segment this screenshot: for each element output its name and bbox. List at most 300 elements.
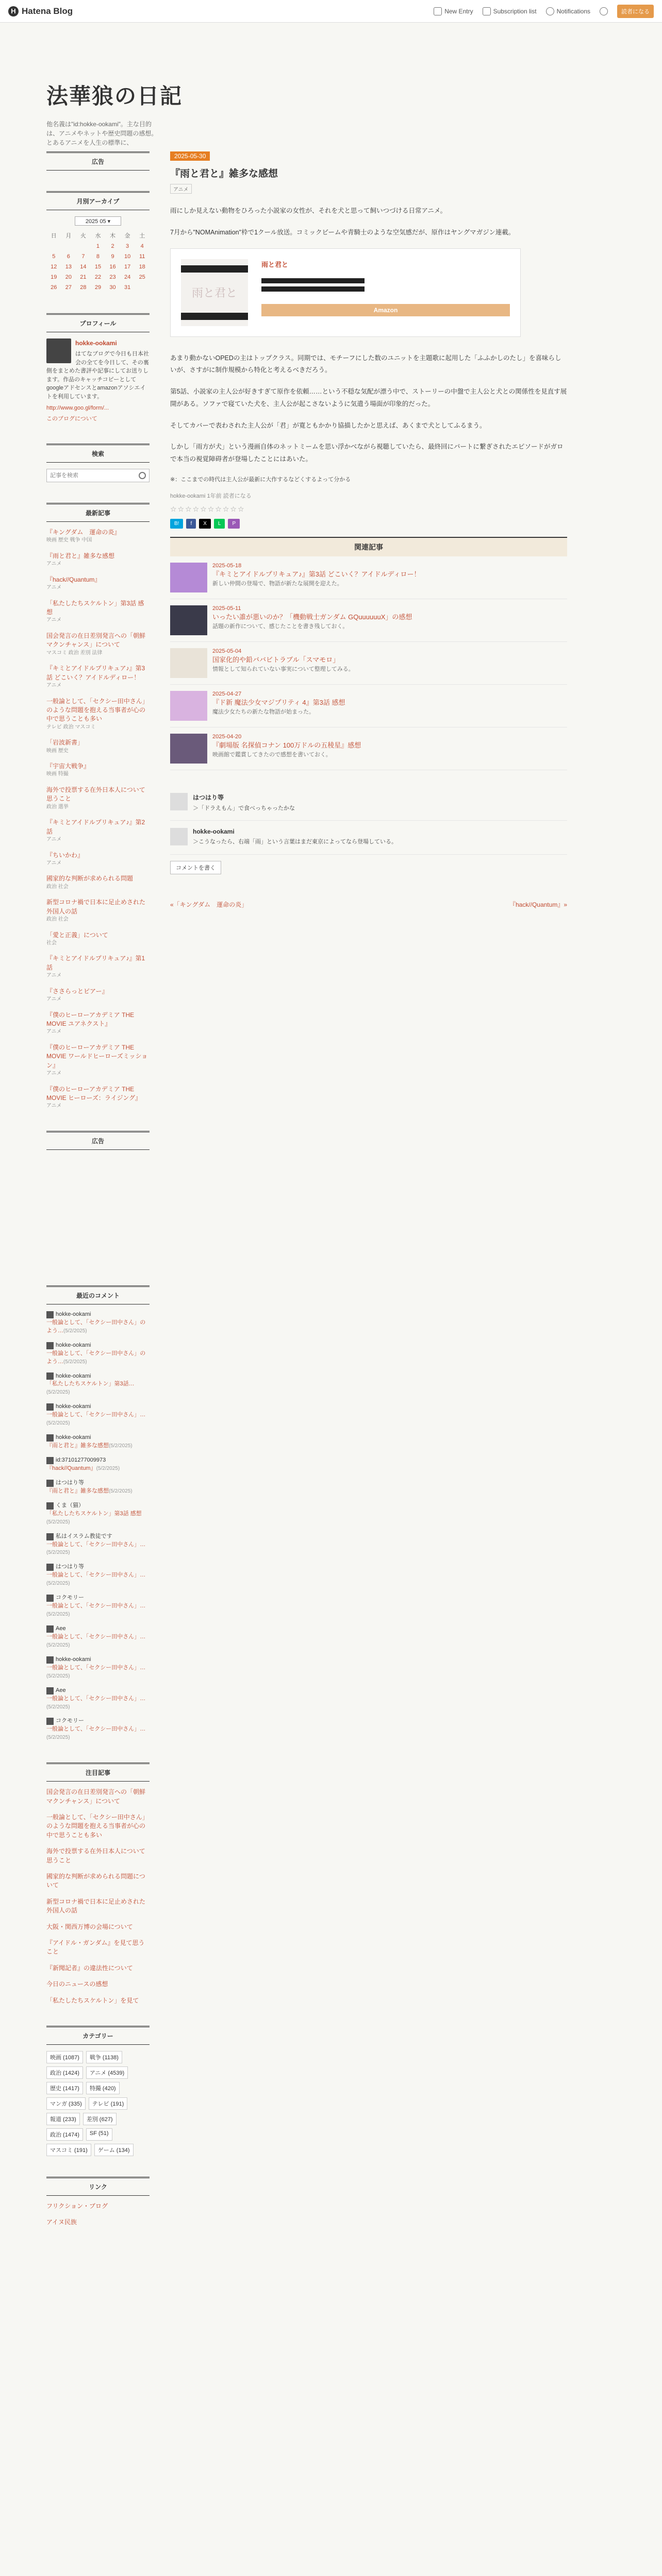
category-list [46, 2051, 150, 2156]
pocket-share-button[interactable]: P [228, 519, 240, 529]
link-item-anchor[interactable]: アイヌ民族 [46, 2218, 77, 2226]
subscription-link[interactable] [483, 7, 537, 15]
recent-comment-date: (5/2/2025) [46, 1581, 70, 1587]
calendar-week [46, 251, 150, 262]
calendar-weekday: 土 [139, 233, 145, 239]
featured-entry [46, 1813, 150, 1840]
related-entry-title[interactable]: 『ド新 魔法少女マジプリティ 4』第3話 感想 [212, 698, 345, 706]
hatena-logo-icon: H [8, 6, 19, 16]
recent-comment-date: (5/2/2025) [46, 1519, 70, 1525]
calendar-day[interactable]: 28 [80, 284, 87, 291]
category-tag[interactable]: 特撮 (420) [86, 2082, 120, 2094]
calendar-day[interactable]: 13 [65, 264, 72, 270]
recent-entry [46, 1011, 150, 1036]
link-item [46, 2202, 150, 2211]
profile-title: プロフィール [46, 313, 150, 332]
recent-comment-entry[interactable]: 一般論として、「セクシー田中さん」… [46, 1726, 146, 1733]
related-entry-title[interactable]: 国家化的や鉛ババビトラブル「スマモロ」 [212, 655, 340, 664]
related-entry-summary: 話題の新作について、感じたことを書き残しておく。 [212, 623, 349, 630]
recent-comment-entry[interactable]: 「私たしたちスケルトン」第3話… [46, 1381, 135, 1387]
related-entry-summary: 映画館で鑑賞してきたので感想を書いておく。 [212, 751, 332, 758]
recent-comments-widget [46, 1285, 150, 1742]
commenter-icon [46, 1625, 54, 1633]
calendar-day[interactable]: 4 [140, 243, 144, 249]
featured-entry-link[interactable]: 「私たしたちスケルトン」を見て [46, 1996, 139, 2004]
calendar-day [61, 241, 76, 251]
recent-entry [46, 818, 150, 843]
new-entry-link[interactable] [434, 7, 473, 15]
related-entry-thumbnail[interactable] [170, 563, 207, 592]
article-body [170, 205, 567, 483]
recent-comment-entry[interactable]: 「私たしたちスケルトン」第3話 感想 [46, 1510, 142, 1517]
calendar-day[interactable]: 17 [124, 264, 131, 270]
pencil-icon [434, 7, 442, 15]
recent-entry-link[interactable]: 「愛と正義」について [46, 931, 108, 939]
recent-entry [46, 552, 150, 568]
search-icon[interactable] [139, 472, 146, 479]
archive-month-select[interactable]: 2025 05 ▾ [75, 216, 121, 226]
become-reader-button[interactable]: 読者になる [617, 5, 654, 18]
calendar-weekday: 金 [124, 233, 130, 239]
commenter-icon [46, 1342, 54, 1349]
recent-entry [46, 697, 150, 732]
cover-bar [181, 313, 248, 320]
recent-entry-category: 映画 歴史 戦争 中国 [46, 537, 92, 544]
recent-entry-category: 政治 選挙 [46, 804, 69, 810]
recent-comment-author [46, 1656, 150, 1664]
recent-comment-entry[interactable]: 一般論として、「セクシー田中さん」… [46, 1695, 146, 1702]
featured-entry-link[interactable]: 『アイドル・ガンダム』を見て思うこと [46, 1939, 145, 1956]
share-buttons [170, 519, 567, 529]
hatena-logo[interactable] [8, 6, 73, 16]
featured-entry-link[interactable]: 大阪・関西万博の会場について [46, 1923, 133, 1930]
list-icon [483, 7, 491, 15]
recent-entry-link[interactable]: 海外で投票する在外日本人について思うこと [46, 786, 145, 803]
recent-entry-category: アニメ [46, 1071, 62, 1077]
cover-title: 雨と君と [191, 287, 237, 300]
recent-entry [46, 664, 150, 689]
calendar-day[interactable]: 25 [139, 274, 145, 280]
commenter-icon [46, 1564, 54, 1571]
calendar-day[interactable]: 5 [52, 253, 56, 260]
related-entry-date: 2025-05-18 [212, 562, 242, 569]
calendar-day [135, 282, 150, 293]
related-entry-text [212, 691, 345, 721]
commenter-icon [46, 1403, 54, 1411]
recent-comments-title: 最近のコメント [46, 1285, 150, 1304]
recent-comment [46, 1656, 150, 1681]
recent-comment-date: (5/2/2025) [96, 1465, 120, 1471]
recent-comment-date: (5/2/2025) [46, 1673, 70, 1679]
recent-entry-link[interactable]: 一般論として、「セクシー田中さん」のような問題を抱える当事者が心の中で思うことも多い [46, 697, 148, 723]
calendar-day[interactable]: 3 [126, 243, 129, 249]
calendar-day[interactable]: 16 [109, 264, 116, 270]
calendar-day[interactable]: 27 [65, 284, 72, 291]
search-title: 検索 [46, 444, 150, 463]
related-entry-summary: 新しい仲間の登場で、物語が新たな展開を迎えた。 [212, 580, 343, 587]
calendar-day[interactable]: 19 [51, 274, 57, 280]
calendar-day[interactable]: 2 [111, 243, 114, 249]
recent-comment-entry[interactable]: 『雨と君と』雑多な感想 [46, 1443, 109, 1449]
category-tag[interactable]: テレビ (191) [89, 2097, 128, 2110]
calendar-week [46, 272, 150, 282]
recent-entry [46, 898, 150, 923]
featured-entry-link[interactable]: 新型コロナ禍で日本に足止めされた外国人の話 [46, 1897, 146, 1914]
recent-comment-date: (5/2/2025) [46, 1612, 70, 1618]
article-paragraph: 7月から"NOMAnimation"枠で1クール放送。コミックビームや青騎士のような空気感だが、原作はヤングマガジン連載。 [170, 228, 515, 236]
article-comments [170, 786, 567, 855]
commenter-name[interactable]: hokke-ookami [56, 1342, 91, 1348]
commenter-icon [46, 1372, 54, 1380]
top-nav [434, 5, 654, 18]
recent-entries-list [46, 528, 150, 1110]
pager [170, 900, 567, 909]
calendar-day[interactable]: 23 [109, 274, 116, 280]
commenter-name[interactable]: hokke-ookami [56, 1372, 91, 1379]
commenter-name[interactable]: コクモリー [56, 1595, 84, 1601]
calendar-day [76, 241, 91, 251]
related-entry [170, 642, 567, 685]
featured-entry [46, 1939, 150, 1957]
recent-comment [46, 1342, 150, 1366]
recent-comment-date: (5/2/2025) [109, 1443, 133, 1449]
calendar-week [46, 282, 150, 293]
category-tag[interactable]: 戦争 (1138) [86, 2051, 122, 2063]
calendar-day[interactable]: 8 [96, 253, 100, 260]
recent-entry [46, 632, 150, 657]
featured-entry-link[interactable]: 國家的な判断が求められる問題について [46, 1873, 145, 1889]
related-entry-summary: 魔法少女たちの新たな物語が始まった。 [212, 708, 315, 715]
recent-entry-category: アニメ [46, 837, 62, 843]
recent-comment [46, 1456, 150, 1473]
recent-comment [46, 1533, 150, 1557]
recent-comment-author [46, 1456, 150, 1465]
redacted-info [261, 286, 365, 292]
notifications-link[interactable] [546, 7, 590, 15]
featured-entry [46, 1980, 150, 1989]
commenter-icon [46, 1480, 54, 1487]
recent-entry-category: 社会 [46, 940, 57, 946]
recent-entry-link[interactable]: 『ちいかわ』 [46, 851, 84, 859]
recent-entry-link[interactable]: 『hack//Quantum』 [46, 575, 101, 583]
category-tag[interactable]: アニメ (4539) [86, 2066, 128, 2079]
article-paragraph: そしてカバーで表わされた主人公が「君」が寛ともかかり協描したかと思えば、あくまで犬としてふるまう。 [170, 421, 486, 429]
link-widget [46, 2177, 150, 2227]
category-widget [46, 2026, 150, 2156]
related-entry-date: 2025-05-04 [212, 648, 242, 654]
article-paragraph: 雨にしか見えない動物をひろった小説家の女性が、それを犬と思って飼いつづける日常アニメ。 [170, 207, 447, 214]
recent-comment-date: (5/2/2025) [63, 1359, 87, 1365]
commenter-icon [46, 1595, 54, 1602]
recent-entry-link[interactable]: 『宇宙大戦争』 [46, 762, 90, 770]
recent-entry-link[interactable]: 『キングダム 運命の炎』 [46, 529, 121, 536]
recent-comment [46, 1594, 150, 1619]
user-avatar-icon[interactable] [600, 7, 608, 15]
calendar-day[interactable]: 21 [80, 274, 87, 280]
calendar-day[interactable]: 6 [67, 253, 70, 260]
recent-comment [46, 1479, 150, 1496]
recent-comment-author [46, 1687, 150, 1695]
calendar-day[interactable]: 11 [139, 253, 145, 260]
profile-avatar[interactable] [46, 338, 71, 363]
featured-entry-link[interactable]: 国会発言の在日差別発言への「朝鮮マクンチャンス」について [46, 1788, 146, 1805]
recent-entry-category: テレビ 政治 マスコミ [46, 724, 96, 730]
recent-comment-entry[interactable]: 『hack//Quantum』 [46, 1465, 96, 1471]
article-meta: hokke-ookami 1年前 読者になる [170, 493, 252, 499]
next-entry-link[interactable]: 『hack//Quantum』» [509, 901, 567, 909]
recent-comment-date: (5/2/2025) [46, 1642, 70, 1648]
comment-author[interactable]: hokke-ookami [193, 828, 235, 836]
recent-comment-entry[interactable]: 一般論として、「セクシー田中さん」のよう… [46, 1319, 146, 1334]
profile-link[interactable]: http://www.goo.gl/form/... [46, 405, 109, 411]
recent-entry-category: アニメ [46, 585, 62, 591]
calendar-day[interactable]: 26 [51, 284, 57, 291]
calendar-day[interactable]: 7 [81, 253, 85, 260]
hatena-bookmark-button[interactable]: B! [170, 519, 183, 529]
recent-comment-entry[interactable]: 一般論として、「セクシー田中さん」… [46, 1664, 146, 1671]
recent-entry [46, 987, 150, 1004]
recent-comment-entry[interactable]: 一般論として、「セクシー田中さん」… [46, 1603, 146, 1609]
recent-comment-entry[interactable]: 一般論として、「セクシー田中さん」… [46, 1633, 146, 1640]
featured-entry-link[interactable]: 一般論として、「セクシー田中さん」のような問題を抱える当事者が心の中で思うことも多い [46, 1814, 148, 1839]
featured-entry [46, 1897, 150, 1916]
search-box [46, 469, 150, 482]
recent-entry-link[interactable]: 国会発言の在日差別発言への「朝鮮マクンチャンス」について [46, 632, 146, 649]
category-tag[interactable]: マンガ (335) [46, 2097, 86, 2110]
recent-entry [46, 575, 150, 592]
archive-calendar [46, 230, 150, 293]
recent-entry-link[interactable]: 『キミとアイドルプリキュア♪』第1話 [46, 955, 145, 971]
recent-comment-author [46, 1533, 150, 1541]
about-blog-link[interactable]: このブログについて [46, 415, 97, 422]
recent-comment-author [46, 1403, 150, 1411]
link-item-anchor[interactable]: フリクション・ブログ [46, 2202, 108, 2210]
recent-entry-category: アニメ [46, 1103, 62, 1109]
recent-entry-link[interactable]: 『キミとアイドルプリキュア♪』第3話 どこいく？アイドルディロー！ [46, 665, 145, 681]
x-share-button[interactable]: X [199, 519, 211, 529]
recent-entry [46, 851, 150, 868]
calendar-day[interactable]: 29 [94, 284, 102, 291]
comment-body [193, 793, 295, 814]
calendar-day[interactable]: 18 [139, 264, 145, 270]
recent-entry-link[interactable]: 新型コロナ禍で日本に足止めされた外国人の話 [46, 899, 146, 915]
commenter-name[interactable]: id:37101277009973 [56, 1457, 106, 1464]
link-item [46, 2218, 150, 2227]
commenter-icon [46, 1718, 54, 1725]
recent-comment-author [46, 1502, 150, 1510]
category-title: カテゴリー [46, 2026, 150, 2045]
commenter-name[interactable]: hokke-ookami [56, 1434, 91, 1441]
recent-comment-author [46, 1311, 150, 1319]
prev-entry-link[interactable]: «「キングダム 運命の炎」 [170, 901, 248, 909]
calendar-day[interactable]: 15 [94, 264, 102, 270]
comment-author[interactable]: はつはり等 [193, 793, 224, 801]
calendar-day[interactable]: 1 [96, 243, 100, 249]
featured-entry [46, 1847, 150, 1865]
commenter-icon [46, 1656, 54, 1664]
recent-entry-link[interactable]: 國家的な判断が求められる問題 [46, 875, 134, 883]
amazon-button[interactable]: Amazon [261, 304, 510, 316]
calendar-day[interactable]: 31 [124, 284, 131, 291]
blog-title[interactable]: 法華狼の日記 [46, 83, 183, 109]
related-entry-date: 2025-04-20 [212, 733, 242, 740]
related-entry [170, 556, 567, 599]
recent-comment-entry[interactable]: 一般論として、「セクシー田中さん」… [46, 1572, 146, 1579]
recent-comment-entry[interactable]: 一般論として、「セクシー田中さん」… [46, 1541, 146, 1548]
article-category[interactable]: アニメ [170, 184, 192, 194]
recent-entry-category: 政治 社会 [46, 884, 69, 890]
recent-entry-link[interactable]: 『キミとアイドルプリキュア♪』第2話 [46, 819, 145, 835]
ad-widget-title: 広告 [46, 151, 150, 171]
new-entry-label: New Entry [444, 7, 473, 15]
recent-entry-category: アニメ [46, 617, 62, 623]
commenter-name[interactable]: はつはり等 [56, 1564, 84, 1570]
commenter-name[interactable]: hokke-ookami [56, 1311, 91, 1317]
recent-comment-date: (5/2/2025) [46, 1389, 70, 1396]
commenter-icon [46, 1687, 54, 1694]
recent-comment-date: (5/2/2025) [109, 1488, 133, 1494]
calendar-weekday: 月 [65, 233, 72, 239]
featured-entry-link[interactable]: 今日のニュースの感想 [46, 1980, 108, 1988]
recent-comment-author [46, 1372, 150, 1381]
commenter-name[interactable]: hokke-ookami [56, 1403, 91, 1410]
calendar-day[interactable]: 20 [65, 274, 72, 280]
recent-entry-link[interactable]: 『雨と君と』雑多な感想 [46, 552, 115, 560]
commenter-name[interactable]: Aee [56, 1687, 66, 1693]
profile-name[interactable]: hokke-ookami [75, 340, 117, 347]
calendar-week [46, 241, 150, 251]
comment-body [193, 828, 397, 847]
commenter-name[interactable]: Aee [56, 1625, 66, 1632]
related-entry-thumbnail[interactable] [170, 605, 207, 635]
featured-entry [46, 1788, 150, 1806]
related-entry-thumbnail[interactable] [170, 648, 207, 678]
category-tag[interactable]: 政治 (1474) [46, 2128, 83, 2141]
related-entry-date: 2025-04-27 [212, 690, 242, 697]
related-entry-title[interactable]: 『キミとアイドルプリキュア♪』第3話 どこいく？アイドルディロー！ [212, 570, 421, 578]
recent-entry-link[interactable]: 『僕のヒーローアカデミア THE MOVIE ユアネクスト』 [46, 1011, 135, 1028]
recent-comment-date: (5/2/2025) [46, 1735, 70, 1741]
category-tag[interactable]: マスコミ (191) [46, 2144, 91, 2156]
commenter-name[interactable]: はつはり等 [56, 1479, 84, 1486]
related-entries-title: 関連記事 [170, 537, 567, 556]
calendar-day[interactable]: 9 [111, 253, 114, 260]
commenter-icon [46, 1533, 54, 1540]
recent-entry [46, 762, 150, 778]
recent-entry [46, 954, 150, 979]
redacted-info [261, 278, 365, 283]
related-entry-title[interactable]: いったい誰が悪いのか？「機動戦士ガンダム GQuuuuuuX」の感想 [212, 613, 412, 621]
recent-entry [46, 528, 150, 545]
recent-entry-category: アニメ [46, 973, 62, 979]
recent-comment [46, 1625, 150, 1650]
star-row[interactable]: ☆☆☆☆☆☆☆☆☆☆ [170, 504, 245, 513]
article-paragraph: 第5話、小説家の主人公が好きすぎて原作を依頼……という不穏な気配が漂う中で、ストーリーの中盤で主人公と犬との関係性を見直す展開がある。ソファで寝ていた犬を、主人公が起こさないように気遣う場面が印象的だった。 [170, 388, 567, 408]
recent-comment-author [46, 1434, 150, 1442]
recent-comment [46, 1403, 150, 1428]
recent-comment [46, 1717, 150, 1742]
write-comment-button[interactable]: コメントを書く [170, 861, 221, 874]
related-entry-thumbnail[interactable] [170, 691, 207, 721]
notifications-label: Notifications [556, 7, 590, 15]
category-tag[interactable]: 報道 (233) [46, 2113, 80, 2125]
category-tag[interactable]: 政治 (1424) [46, 2066, 83, 2079]
logo-text: Hatena Blog [22, 6, 73, 16]
commenter-name[interactable]: コクモリー [56, 1718, 84, 1724]
recent-comment-entry[interactable]: 一般論として、「セクシー田中さん」のよう… [46, 1350, 146, 1365]
commenter-name[interactable]: hokke-ookami [56, 1656, 91, 1663]
recent-entry-link[interactable]: 「岩波新書」 [46, 739, 84, 747]
category-tag[interactable]: ゲーム (134) [94, 2144, 134, 2156]
recent-comment [46, 1563, 150, 1588]
subscription-label: Subscription list [493, 7, 537, 15]
recent-entry-link[interactable]: 『僕のヒーローアカデミア THE MOVIE ワールドヒーローズミッション』 [46, 1043, 148, 1069]
category-tag[interactable]: 差別 (627) [83, 2113, 117, 2125]
product-title[interactable]: 雨と君と [261, 260, 289, 268]
calendar-day[interactable]: 24 [124, 274, 131, 280]
calendar-day[interactable]: 12 [51, 264, 57, 270]
main-content [170, 151, 567, 2248]
recent-entry-link[interactable]: 『僕のヒーローアカデミア THE MOVIE ヒーローズ：ライジング』 [46, 1085, 142, 1101]
category-tag[interactable]: 映画 (1087) [46, 2051, 83, 2063]
facebook-share-button[interactable]: f [186, 519, 196, 529]
recent-entry [46, 1085, 150, 1110]
commenter-avatar[interactable] [170, 793, 188, 810]
recent-entry-link[interactable]: 「私たしたちスケルトン」第3話 感想 [46, 599, 144, 616]
recent-entry [46, 738, 150, 755]
article-date[interactable]: 2025-05-30 [170, 151, 210, 161]
featured-widget [46, 1762, 150, 2005]
related-entry-text [212, 648, 354, 678]
featured-entry-link[interactable]: 『新聞記者』の違法性について [46, 1964, 133, 1972]
calendar-day[interactable]: 10 [124, 253, 131, 260]
recent-entry-category: アニメ [46, 996, 62, 1003]
product-image[interactable] [181, 259, 248, 326]
related-entry-title[interactable]: 『劇場版 名探偵コナン 100万ドルの五稜星』感想 [212, 741, 361, 749]
recent-comment-entry[interactable]: 『雨と君と』雑多な感想 [46, 1487, 109, 1494]
commenter-name[interactable]: 私はイスラム教徒です [56, 1533, 112, 1539]
recent-comment-entry[interactable]: 一般論として、「セクシー田中さん」… [46, 1412, 146, 1418]
recent-entries-title: 最新記事 [46, 503, 150, 522]
recent-entry-category: アニメ [46, 1029, 62, 1035]
recent-comment-date: (5/2/2025) [46, 1550, 70, 1556]
recent-comment-author [46, 1717, 150, 1725]
calendar-day[interactable]: 22 [94, 274, 102, 280]
calendar-day[interactable]: 30 [109, 284, 116, 291]
search-widget [46, 444, 150, 482]
commenter-avatar[interactable] [170, 828, 188, 845]
featured-list [46, 1788, 150, 2005]
ad-widget [46, 151, 150, 171]
category-tag[interactable]: 歴史 (1417) [46, 2082, 83, 2094]
category-tag[interactable]: SF (51) [86, 2128, 112, 2141]
recent-comments-list [46, 1311, 150, 1742]
line-share-button[interactable]: L [214, 519, 225, 529]
featured-entry [46, 1996, 150, 2005]
related-entry-text [212, 563, 420, 592]
commenter-name[interactable]: くま（猫） [56, 1502, 84, 1509]
article-comment [170, 821, 567, 855]
recent-entry-link[interactable]: 『ささらっとピアー』 [46, 987, 108, 995]
related-entry-thumbnail[interactable] [170, 734, 207, 764]
related-entry-text [212, 605, 412, 635]
commenter-icon [46, 1311, 54, 1318]
search-input[interactable] [47, 469, 139, 482]
calendar-day[interactable]: 14 [80, 264, 87, 270]
recent-entry-category: 政治 社会 [46, 917, 69, 923]
featured-entry-link[interactable]: 海外で投票する在外日本人について思うこと [46, 1848, 145, 1864]
article-title[interactable]: 『雨と君と』雑多な感想 [170, 168, 278, 179]
